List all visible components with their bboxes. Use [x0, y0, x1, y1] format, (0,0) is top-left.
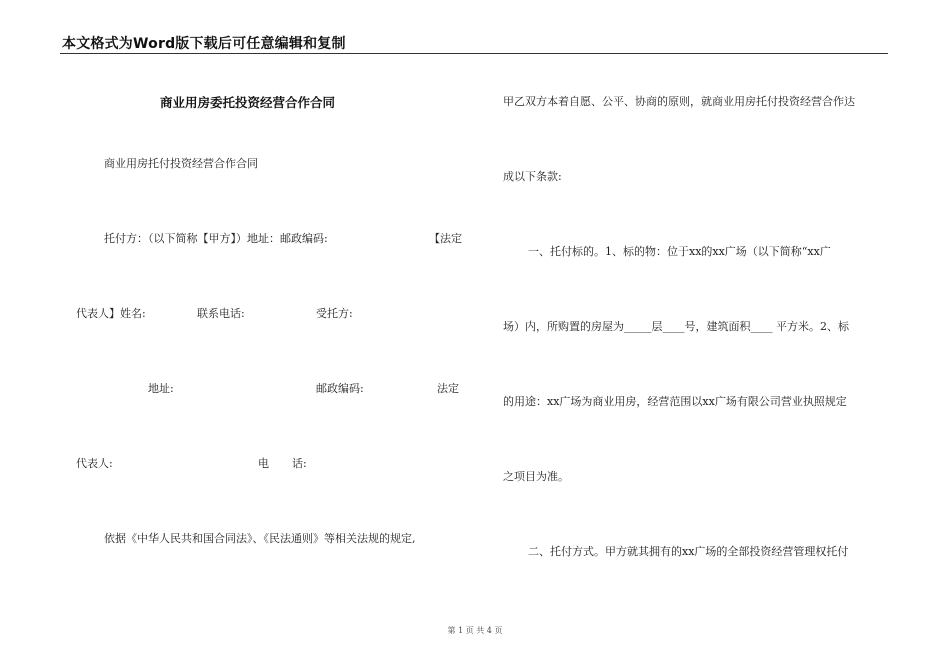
- contract-title: 商业用房委托投资经营合作合同: [160, 95, 336, 110]
- download-banner: 本文格式为Word版下载后可任意编辑和复制: [62, 36, 346, 52]
- party-b-rep: 代表人:: [76, 457, 113, 470]
- right-line-2: 成以下条款:: [503, 170, 562, 183]
- right-line-7: 二、托付方式。甲方就其拥有的xx广场的全部投资经营管理权托付: [528, 545, 849, 558]
- phone-label-part2: 话:: [292, 457, 307, 470]
- right-line-4: 场）内，所购置的房屋为_____层____号，建筑面积____ 平方米。2、标: [503, 320, 849, 333]
- right-line-6: 之项目为准。: [503, 470, 569, 483]
- contact-phone: 联系电话:: [197, 307, 245, 320]
- right-line-3: 一、托付标的。1、标的物：位于xx的xx广场（以下简称“xx广: [528, 245, 831, 258]
- page-number: 第 1 页 共 4 页: [447, 626, 503, 635]
- party-b-label: 受托方:: [316, 307, 353, 320]
- contract-subtitle: 商业用房托付投资经营合作合同: [104, 157, 258, 170]
- header-rule: [60, 53, 888, 54]
- party-b-address: 地址:: [148, 382, 174, 395]
- right-line-5: 的用途：xx广场为商业用房，经营范围以xx广场有限公司营业执照规定: [503, 395, 847, 408]
- phone-label-part1: 电: [258, 457, 269, 470]
- party-b-legal-prefix: 法定: [437, 382, 459, 395]
- right-line-1: 甲乙双方本着自愿、公平、协商的原则，就商业用房托付投资经营合作达: [503, 95, 855, 108]
- legal-rep-name: 代表人】姓名:: [76, 307, 146, 320]
- legal-basis-line: 依据《中华人民共和国合同法》、《民法通则》等相关法规的规定,: [104, 532, 416, 545]
- legal-rep-prefix: 【法定: [429, 232, 462, 245]
- party-b-postcode: 邮政编码:: [316, 382, 364, 395]
- party-a-line: 托付方：（以下简称【甲方】）地址：邮政编码:: [104, 232, 328, 245]
